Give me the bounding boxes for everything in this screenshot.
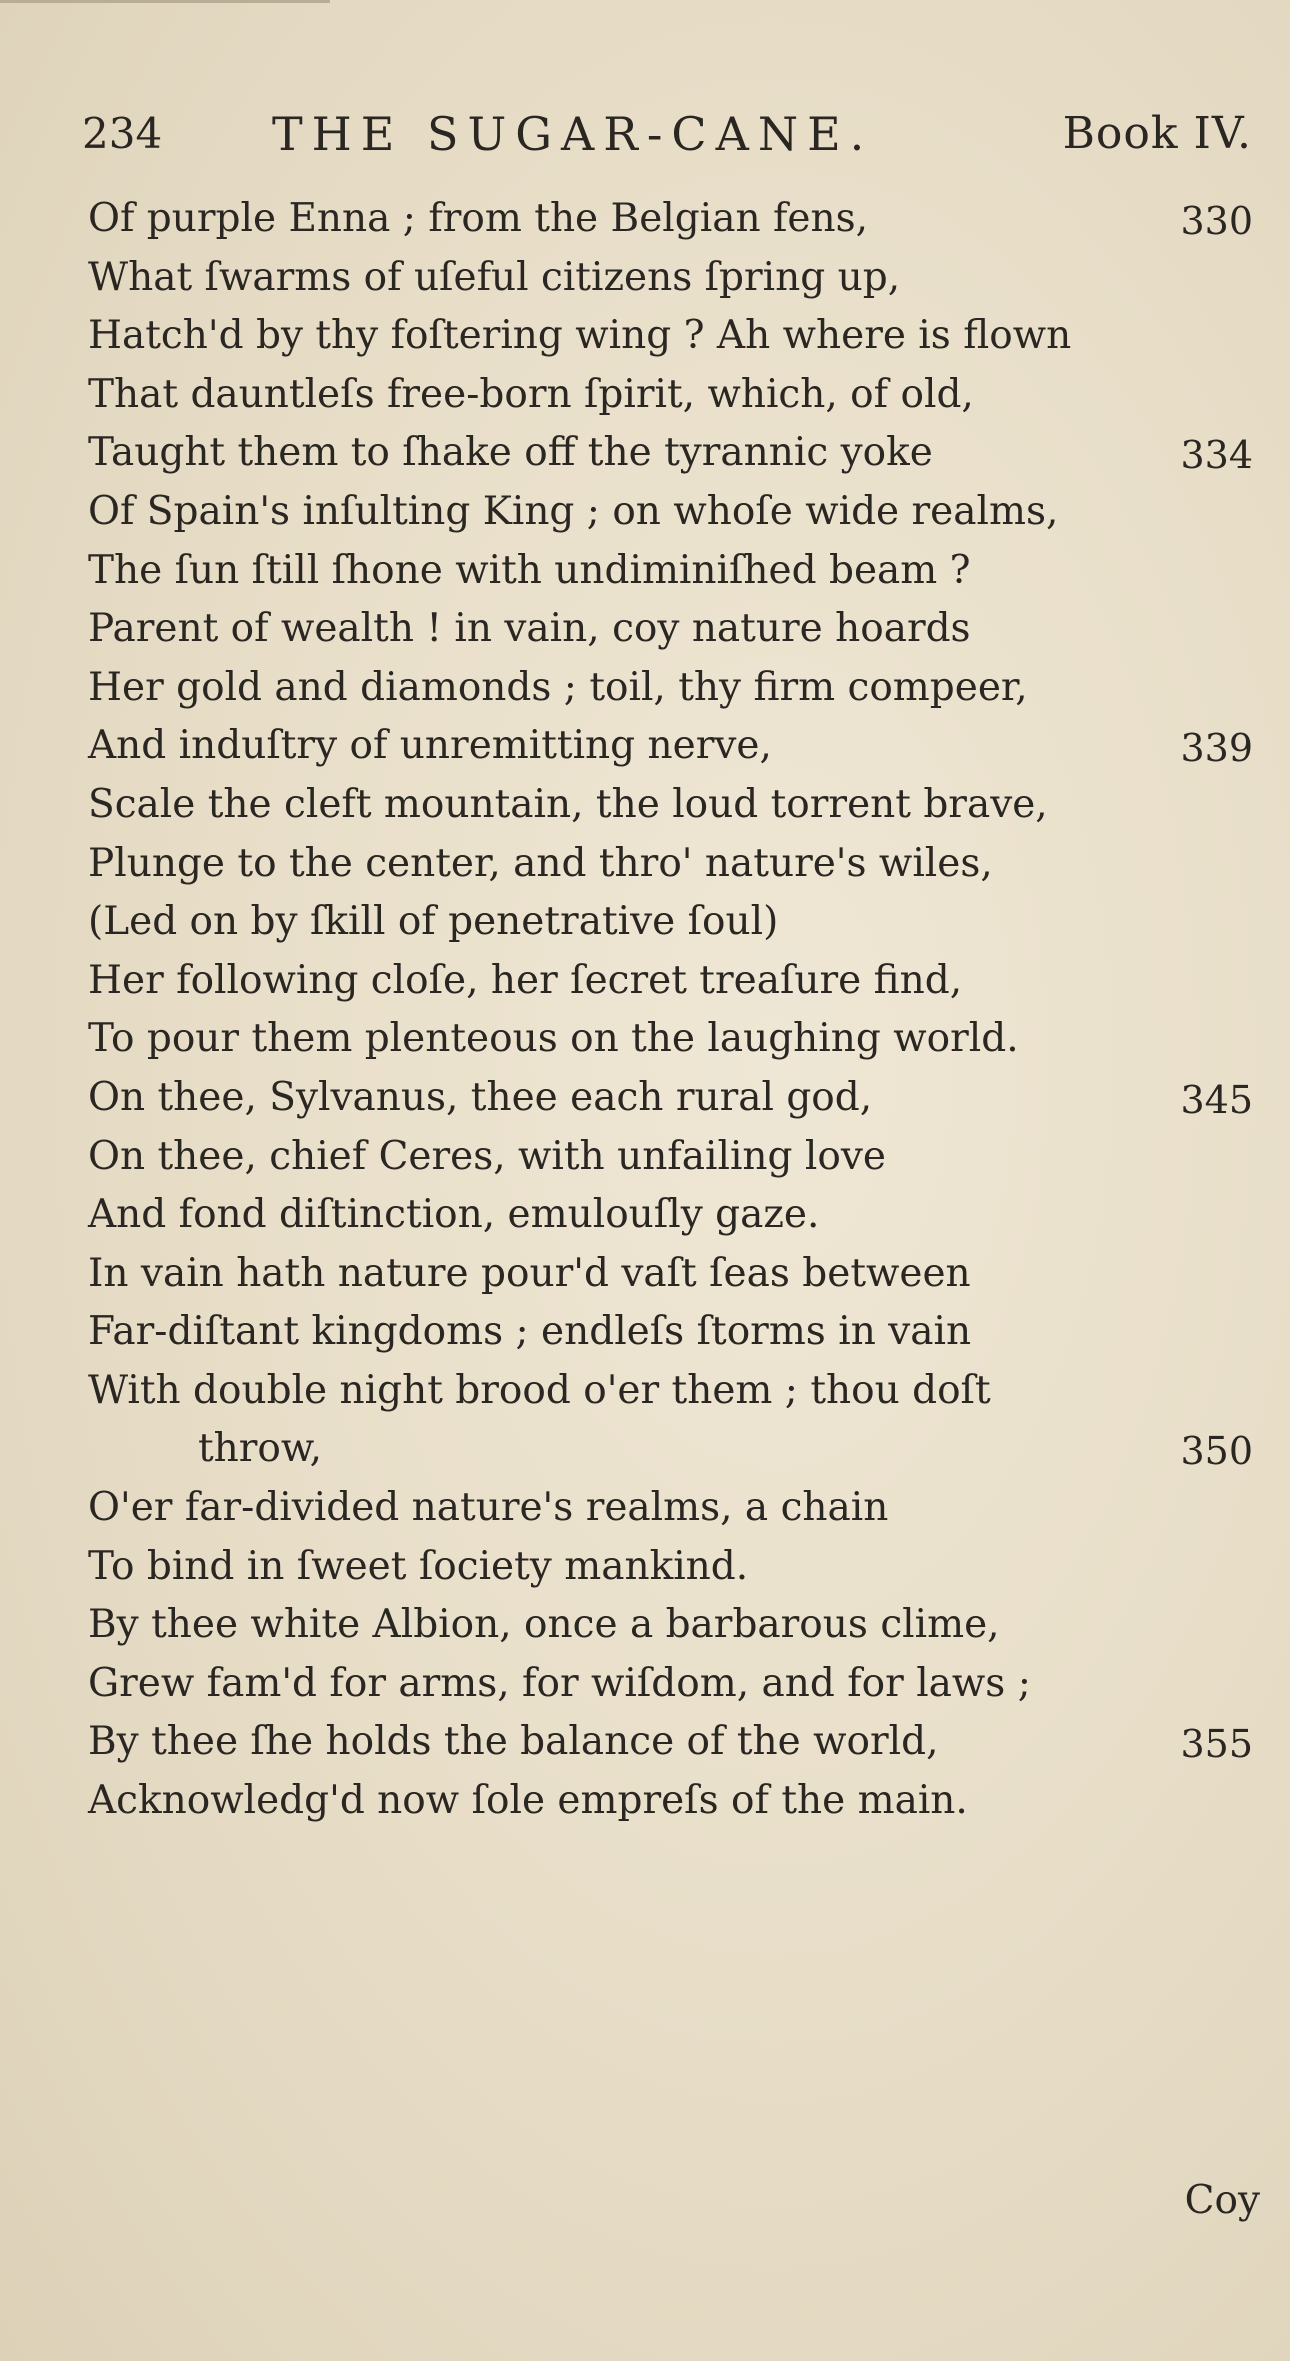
line-text: Parent of wealth ! in vain, coy nature hoards (88, 606, 971, 652)
poem-line (88, 1186, 1263, 1245)
poem-line (88, 1655, 1263, 1714)
poem-line (88, 542, 1263, 601)
poem-line (88, 1772, 1263, 1831)
poem-line (88, 483, 1263, 542)
line-text: The ſun ſtill ſhone with undiminiſhed beam ? (88, 547, 971, 593)
line-text: Grew fam'd for arms, for wiſdom, and for laws ; (88, 1660, 1031, 1706)
poem-line (88, 424, 1263, 483)
poem-line (88, 366, 1263, 425)
poem-line (88, 600, 1263, 659)
poem-line (88, 1479, 1263, 1538)
line-text: What ſwarms of uſeful citizens ſpring up, (88, 254, 901, 300)
poem-line (88, 952, 1263, 1011)
poem-line (88, 1538, 1263, 1597)
poem-line (88, 1420, 1263, 1479)
line-text: And fond diſtinction, emulouſly gaze. (88, 1192, 820, 1238)
line-text: On thee, Sylvanus, thee each rural god, (88, 1074, 873, 1120)
poem-line (88, 1713, 1263, 1772)
poem-line (88, 1069, 1263, 1128)
book-label: Book IV. (1062, 108, 1252, 159)
line-number: 330 (1180, 199, 1253, 243)
line-text: Acknowledg'd now ſole empreſs of the main. (88, 1778, 968, 1824)
line-text: By thee white Albion, once a barbarous clime, (88, 1602, 1000, 1648)
catchword: Coy (1184, 2178, 1260, 2223)
line-number: 350 (1180, 1429, 1253, 1474)
poem-line (88, 659, 1263, 718)
poem-line (88, 717, 1263, 776)
line-text: By thee ſhe holds the balance of the world, (88, 1719, 939, 1765)
line-text: Hatch'd by thy foſtering wing ? Ah where is flown (88, 313, 1072, 359)
poem-line (88, 1245, 1263, 1304)
poem-line (88, 1596, 1263, 1655)
line-text: Plunge to the center, and thro' nature's wiles, (88, 840, 993, 886)
line-text: In vain hath nature pour'd vaſt ſeas between (88, 1250, 971, 1296)
page-edge-line (0, 0, 330, 3)
poem-line (88, 893, 1263, 952)
running-header (82, 104, 1252, 164)
line-text: That dauntleſs free-born ſpirit, which, of old, (88, 371, 974, 417)
line-text: With double night brood o'er them ; thou doſt (88, 1367, 991, 1413)
line-text: And induſtry of unremitting nerve, (88, 723, 772, 769)
line-text: throw, (198, 1426, 323, 1472)
poem-line (88, 776, 1263, 835)
line-text: Scale the cleft mountain, the loud torrent brave, (88, 781, 1048, 827)
line-text: O'er far-divided nature's realms, a chain (88, 1485, 889, 1531)
poem-line (88, 190, 1263, 249)
line-text: Her gold and diamonds ; toil, thy firm compeer, (88, 664, 1028, 710)
line-number: 339 (1180, 726, 1253, 771)
line-text: To pour them plenteous on the laughing world. (88, 1016, 1019, 1062)
poem-line (88, 1010, 1263, 1069)
line-text: Taught them to ſhake off the tyrannic yoke (88, 430, 933, 476)
line-text: Of purple Enna ; from the Belgian fens, (88, 196, 868, 241)
line-text: On thee, chief Ceres, with unfailing love (88, 1133, 886, 1179)
poem-line (88, 835, 1263, 894)
line-text: Of Spain's inſulting King ; on whoſe wide realms, (88, 488, 1059, 534)
poem-line (88, 1362, 1263, 1421)
line-text: Far-diſtant kingdoms ; endleſs ſtorms in vain (88, 1309, 972, 1355)
line-number: 334 (1180, 433, 1253, 478)
page-number: 234 (82, 109, 163, 158)
line-text: (Led on by ſkill of penetrative ſoul) (88, 899, 779, 945)
line-text: Her following cloſe, her ſecret treaſure find, (88, 957, 963, 1003)
poem-line (88, 307, 1263, 366)
running-title: THE SUGAR-CANE. (272, 107, 874, 161)
poem-line (88, 1128, 1263, 1187)
poem-line (88, 249, 1263, 308)
poem-text (88, 190, 1263, 1831)
line-number: 355 (1180, 1722, 1253, 1767)
line-number: 345 (1180, 1077, 1253, 1122)
line-text: To bind in ſweet ſociety mankind. (88, 1543, 749, 1589)
poem-line (88, 1303, 1263, 1362)
